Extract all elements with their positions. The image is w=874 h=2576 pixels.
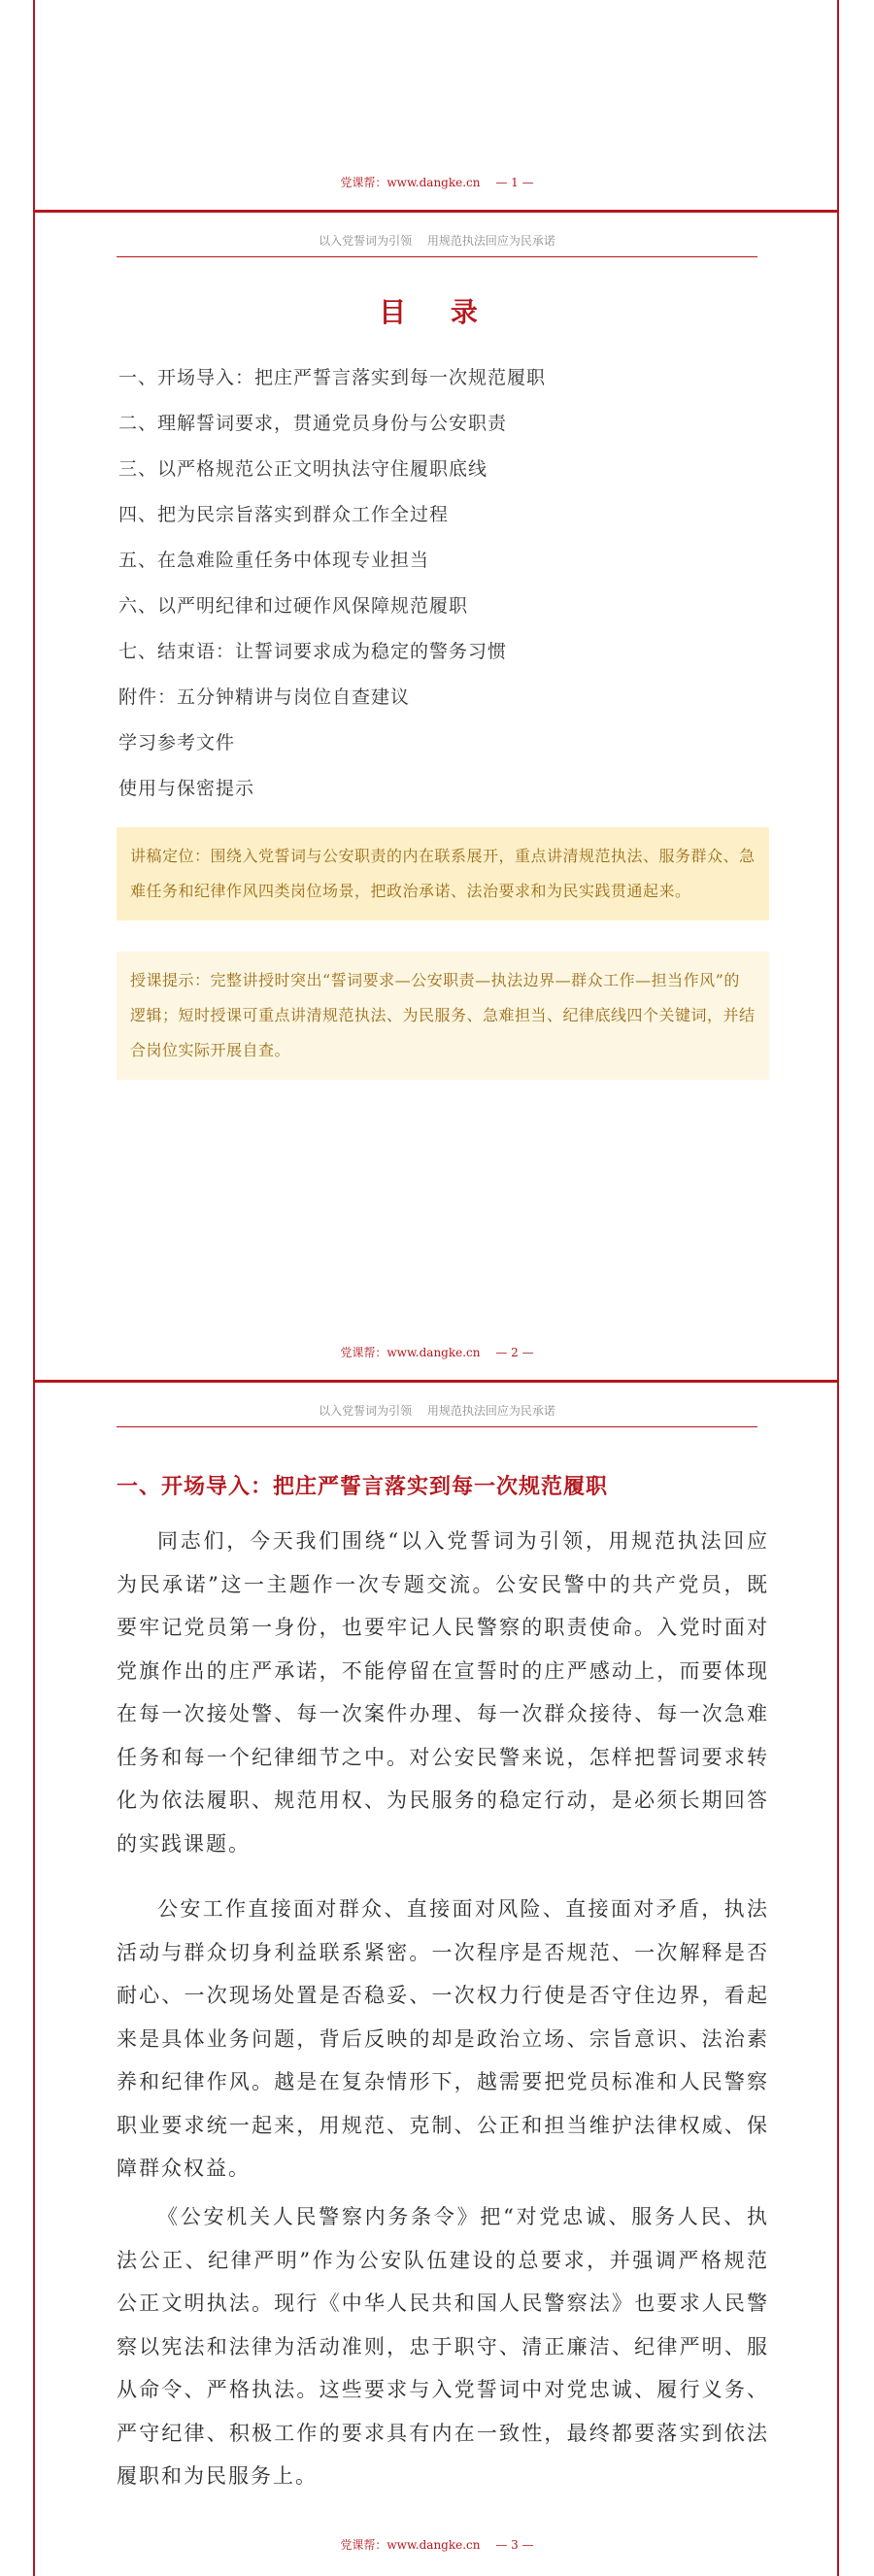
positioning-note: 讲稿定位：围绕入党誓词与公安职责的内在联系展开，重点讲清规范执法、服务群众、急难任务和纪律作风四类岗位场景，把政治承诺、法治要求和为民实践贯通起来。: [117, 827, 769, 920]
page-number: — 1 —: [495, 176, 534, 189]
teaching-tips-note: 授课提示：完整讲授时突出“誓词要求—公安职责—执法边界—群众工作—担当作风”的逻辑；短时授课可重点讲清规范执法、为民服务、急难担当、纪律底线四个关键词，并结合岗位实际开展自查。: [117, 952, 769, 1080]
toc-list: [118, 355, 759, 812]
page-header: [117, 1402, 757, 1427]
toc-item[interactable]: 七、结束语：让誓词要求成为稳定的警务习惯: [118, 641, 508, 662]
header-left: 以入党誓词为引领: [319, 1404, 413, 1418]
toc-item[interactable]: 附件：五分钟精讲与岗位自查建议: [118, 686, 411, 708]
footer-site: 党课帮：www.dangke.cn: [340, 176, 481, 189]
toc-item[interactable]: 二、理解誓词要求，贯通党员身份与公安职责: [118, 413, 508, 434]
page-header: [117, 232, 757, 257]
header-right: 用规范执法回应为民承诺: [426, 1404, 555, 1418]
page-footer: [0, 174, 874, 190]
toc-title: 目 录: [379, 296, 495, 328]
toc-item[interactable]: 一、开场导入：把庄严誓言落实到每一次规范履职: [118, 367, 547, 388]
page-footer: [0, 2536, 874, 2553]
section-title: 一、开场导入：把庄严誓言落实到每一次规范履职: [117, 1475, 609, 1499]
footer-site: 党课帮：www.dangke.cn: [340, 1346, 481, 1359]
toc-item[interactable]: 四、把为民宗旨落实到群众工作全过程: [118, 504, 450, 525]
page-number: — 2 —: [495, 1346, 534, 1359]
header-right: 用规范执法回应为民承诺: [426, 234, 555, 248]
header-left: 以入党誓词为引领: [319, 234, 413, 248]
footer-site: 党课帮：www.dangke.cn: [340, 2538, 481, 2552]
toc-item[interactable]: 使用与保密提示: [118, 778, 255, 799]
body-paragraph: 《公安机关人民警察内务条令》把“对党忠诚、服务人民、执法公正、纪律严明”作为公安队伍建设的总要求，并强调严格规范公正文明执法。现行《中华人民共和国人民警察法》也要求人民警察以宪法和法律为活动准则，忠于职守、清正廉洁、纪律严明、服从命令、严格执法。这些要求与入党誓词中对党忠诚、履行义务、严守纪律、积极工作的要求具有内在一致性，最终都要落实到依法履职和为民服务上。: [117, 2205, 769, 2488]
toc-item[interactable]: 五、在急难险重任务中体现专业担当: [118, 550, 430, 571]
toc-item[interactable]: 三、以严格规范公正文明执法守住履职底线: [118, 458, 488, 480]
body-paragraph: 同志们，今天我们围绕“以入党誓词为引领，用规范执法回应为民承诺”这一主题作一次专题交流。公安民警中的共产党员，既要牢记党员第一身份，也要牢记人民警察的职责使命。入党时面对党旗作出的庄严承诺，不能停留在宣誓时的庄严感动上，而要体现在每一次接处警、每一次案件办理、每一次群众接待、每一次急难任务和每一个纪律细节之中。对公安民警来说，怎样把誓词要求转化为依法履职、规范用权、为民服务的稳定行动，是必须长期回答的实践课题。: [117, 1529, 769, 1856]
toc-item[interactable]: 六、以严明纪律和过硬作风保障规范履职: [118, 595, 469, 617]
toc-item[interactable]: 学习参考文件: [118, 732, 236, 753]
body-paragraph: 公安工作直接面对群众、直接面对风险、直接面对矛盾，执法活动与群众切身利益联系紧密。一次程序是否规范、一次解释是否耐心、一次现场处置是否稳妥、一次权力行使是否守住边界，看起来是具体业务问题，背后反映的却是政治立场、宗旨意识、法治素养和纪律作风。越是在复杂情形下，越需要把党员标准和人民警察职业要求统一起来，用规范、克制、公正和担当维护法律权威、保障群众权益。: [117, 1897, 769, 2180]
page-footer: [0, 1344, 874, 1360]
page-number: — 3 —: [495, 2538, 534, 2552]
